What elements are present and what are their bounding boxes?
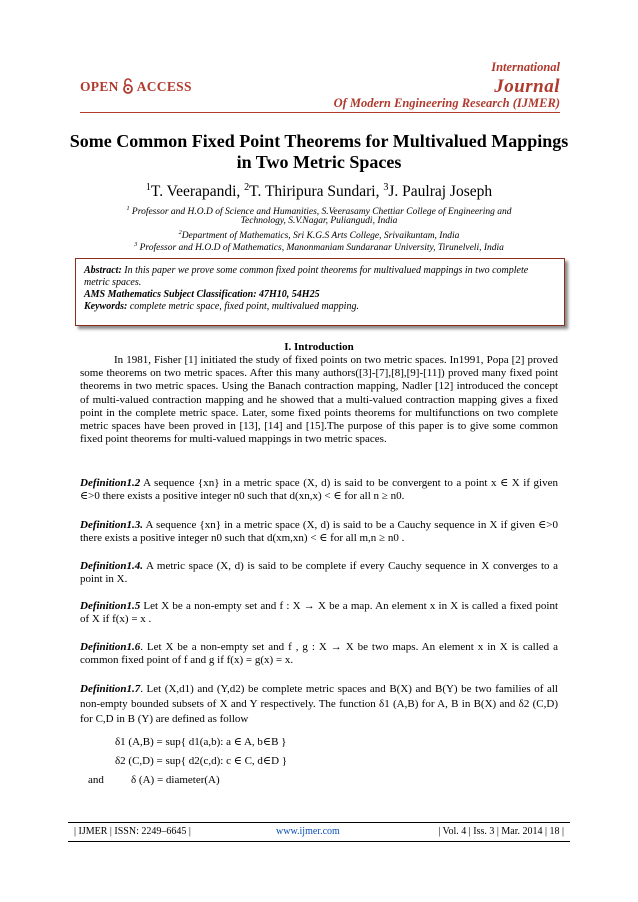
keywords [84, 301, 556, 313]
open-access-right: ACCESS [136, 79, 192, 94]
formula-delta1: δ1 (A,B) = sup{ d1(a,b): a ∈ A, b∈B } [115, 736, 287, 748]
definition-label: Definition1.5 [80, 600, 141, 612]
title-line-2: in Two Metric Spaces [236, 152, 402, 172]
page-footer [68, 822, 570, 842]
author-3: J. Paulraj Joseph [388, 183, 493, 201]
definition-1-5 [80, 600, 558, 626]
definition-text: A metric space (X, d) is said to be complete if every Cauchy sequence in X converges to a point in X. [80, 560, 558, 586]
formula-delta-diameter: δ (A) = diameter(A) [131, 774, 220, 786]
definition-text: . Let X be a non-empty set and f , g : X → X be two maps. An element x in X is called a common fixed point of f and g if f(x) = g(x) = x. [80, 641, 558, 667]
affiliation-1b-text: Technology, S.V.Nagar, Puliangudi, India [240, 216, 398, 226]
footer-issn: | IJMER | ISSN: 2249–6645 | [74, 826, 191, 837]
affiliation-3-sup: 3 [134, 242, 138, 248]
footer-url-link[interactable]: www.ijmer.com [276, 826, 340, 837]
author-3-sup: 3 [383, 182, 389, 193]
keywords-label: Keywords: [84, 301, 128, 312]
affiliation-2-text: Department of Mathematics, Sri K.G.S Arts College, Srivaikuntam, India [181, 231, 460, 242]
journal-international: International [491, 60, 560, 74]
definition-label: Definition1.6 [80, 641, 141, 653]
abstract [84, 265, 556, 289]
open-lock-icon [122, 78, 134, 94]
affiliation-3 [70, 239, 568, 254]
definition-label: Definition1.4. [80, 560, 143, 572]
header-rule [80, 112, 560, 113]
definition-text: A sequence {xn} in a metric space (X, d) is said to be a Cauchy sequence in X if given ∈>0 there exists a positive integer n0 such that d(xm,xn) < ∈ for all m,n ≥ n0 . [80, 519, 558, 545]
journal-word: Journal [494, 76, 560, 97]
ams-classification [84, 289, 556, 301]
affiliation-1b [70, 215, 568, 227]
affiliation-1-sup: 1 [126, 206, 130, 212]
ams-text: AMS Mathematics Subject Classification: 47H10, 54H25 [84, 289, 320, 300]
definition-text: . Let (X,d1) and (Y,d2) be complete metric spaces and B(X) and B(Y) be two families of all non-empty bounded subsets of X and Y respectively. The function δ1 (A,B) for A, B in B(X) and δ2 (C,D) for C,D in B (Y) are defined as follow [80, 683, 558, 725]
intro-paragraph: In 1981, Fisher [1] initiated the study of fixed points on two metric spaces. In1991, Popa [2] proved some theorems on two metric spaces. After this many authors([3]-[7],[8],[9]-[11]) proved many fixed point theorems in two metric spaces. Using the Banach contraction mapping, Nadler [12] introduced the concept of multi-valued contraction mapping and he showed that a multi-valued contraction mapping gives a fixed point in the complete metric space. Later, some fixed points theorems for multifunctions on two complete metric spaces have been proved in [13], [14] and [15].The purpose of this paper is to give some common fixed point theorems for multi-valued mappings in two metric spaces. [80, 354, 558, 446]
formula-delta2: δ2 (C,D) = sup{ d2(c,d): c ∈ C, d∈D } [115, 755, 288, 767]
affiliation-2-sup: 2 [178, 230, 182, 236]
section-heading: I. Introduction [284, 341, 354, 353]
definition-label: Definition1.7 [80, 683, 141, 695]
title-line-1: Some Common Fixed Point Theorems for Multivalued Mappings [69, 131, 569, 151]
definition-label: Definition1.3. [80, 519, 143, 531]
authors [60, 182, 578, 201]
definition-text: Let X be a non-empty set and f : X → X be a map. An element x in X is called a fixed point of X if f(x) = x . [80, 600, 558, 626]
affiliation-1-text: Professor and H.O.D of Science and Humanities, S.Veerasamy Chettiar College of Engineering and [129, 207, 512, 218]
abstract-text: In this paper we prove some common fixed point theorems for multivalued mappings in two complete metric spaces. [84, 265, 529, 288]
definition-text: A sequence {xn} in a metric space (X, d) is said to be convergent to a point x ∈ X if given ∈>0 there exists a positive integer n0 such that d(xn,x) < ∈ for all n ≥ n0. [80, 477, 558, 503]
affiliation-3-text: Professor and H.O.D of Mathematics, Manonmaniam Sundaranar University, Tirunelveli, India [137, 243, 504, 254]
definition-1-4 [80, 560, 558, 586]
formula-and: and [88, 774, 104, 786]
definition-1-7 [80, 682, 558, 727]
keywords-text: complete metric space, fixed point, multivalued mapping. [127, 301, 359, 312]
author-1-sup: 1 [145, 182, 151, 193]
definition-1-2 [80, 477, 558, 503]
author-2-sup: 2 [244, 182, 250, 193]
definition-1-3 [80, 519, 558, 545]
paper-title [60, 131, 578, 173]
abstract-box [75, 258, 565, 326]
definition-1-6 [80, 641, 558, 667]
definition-label: Definition1.2 [80, 477, 141, 489]
footer-volume: | Vol. 4 | Iss. 3 | Mar. 2014 | 18 | [438, 826, 564, 837]
open-access-logo [80, 78, 192, 95]
author-2: T. Thiripura Sundari, [249, 183, 384, 201]
journal-name: Of Modern Engineering Research (IJMER) [333, 96, 560, 110]
open-access-left: OPEN [80, 79, 119, 94]
abstract-label: Abstract: [84, 265, 122, 276]
author-1: T. Veerapandi, [150, 183, 245, 201]
